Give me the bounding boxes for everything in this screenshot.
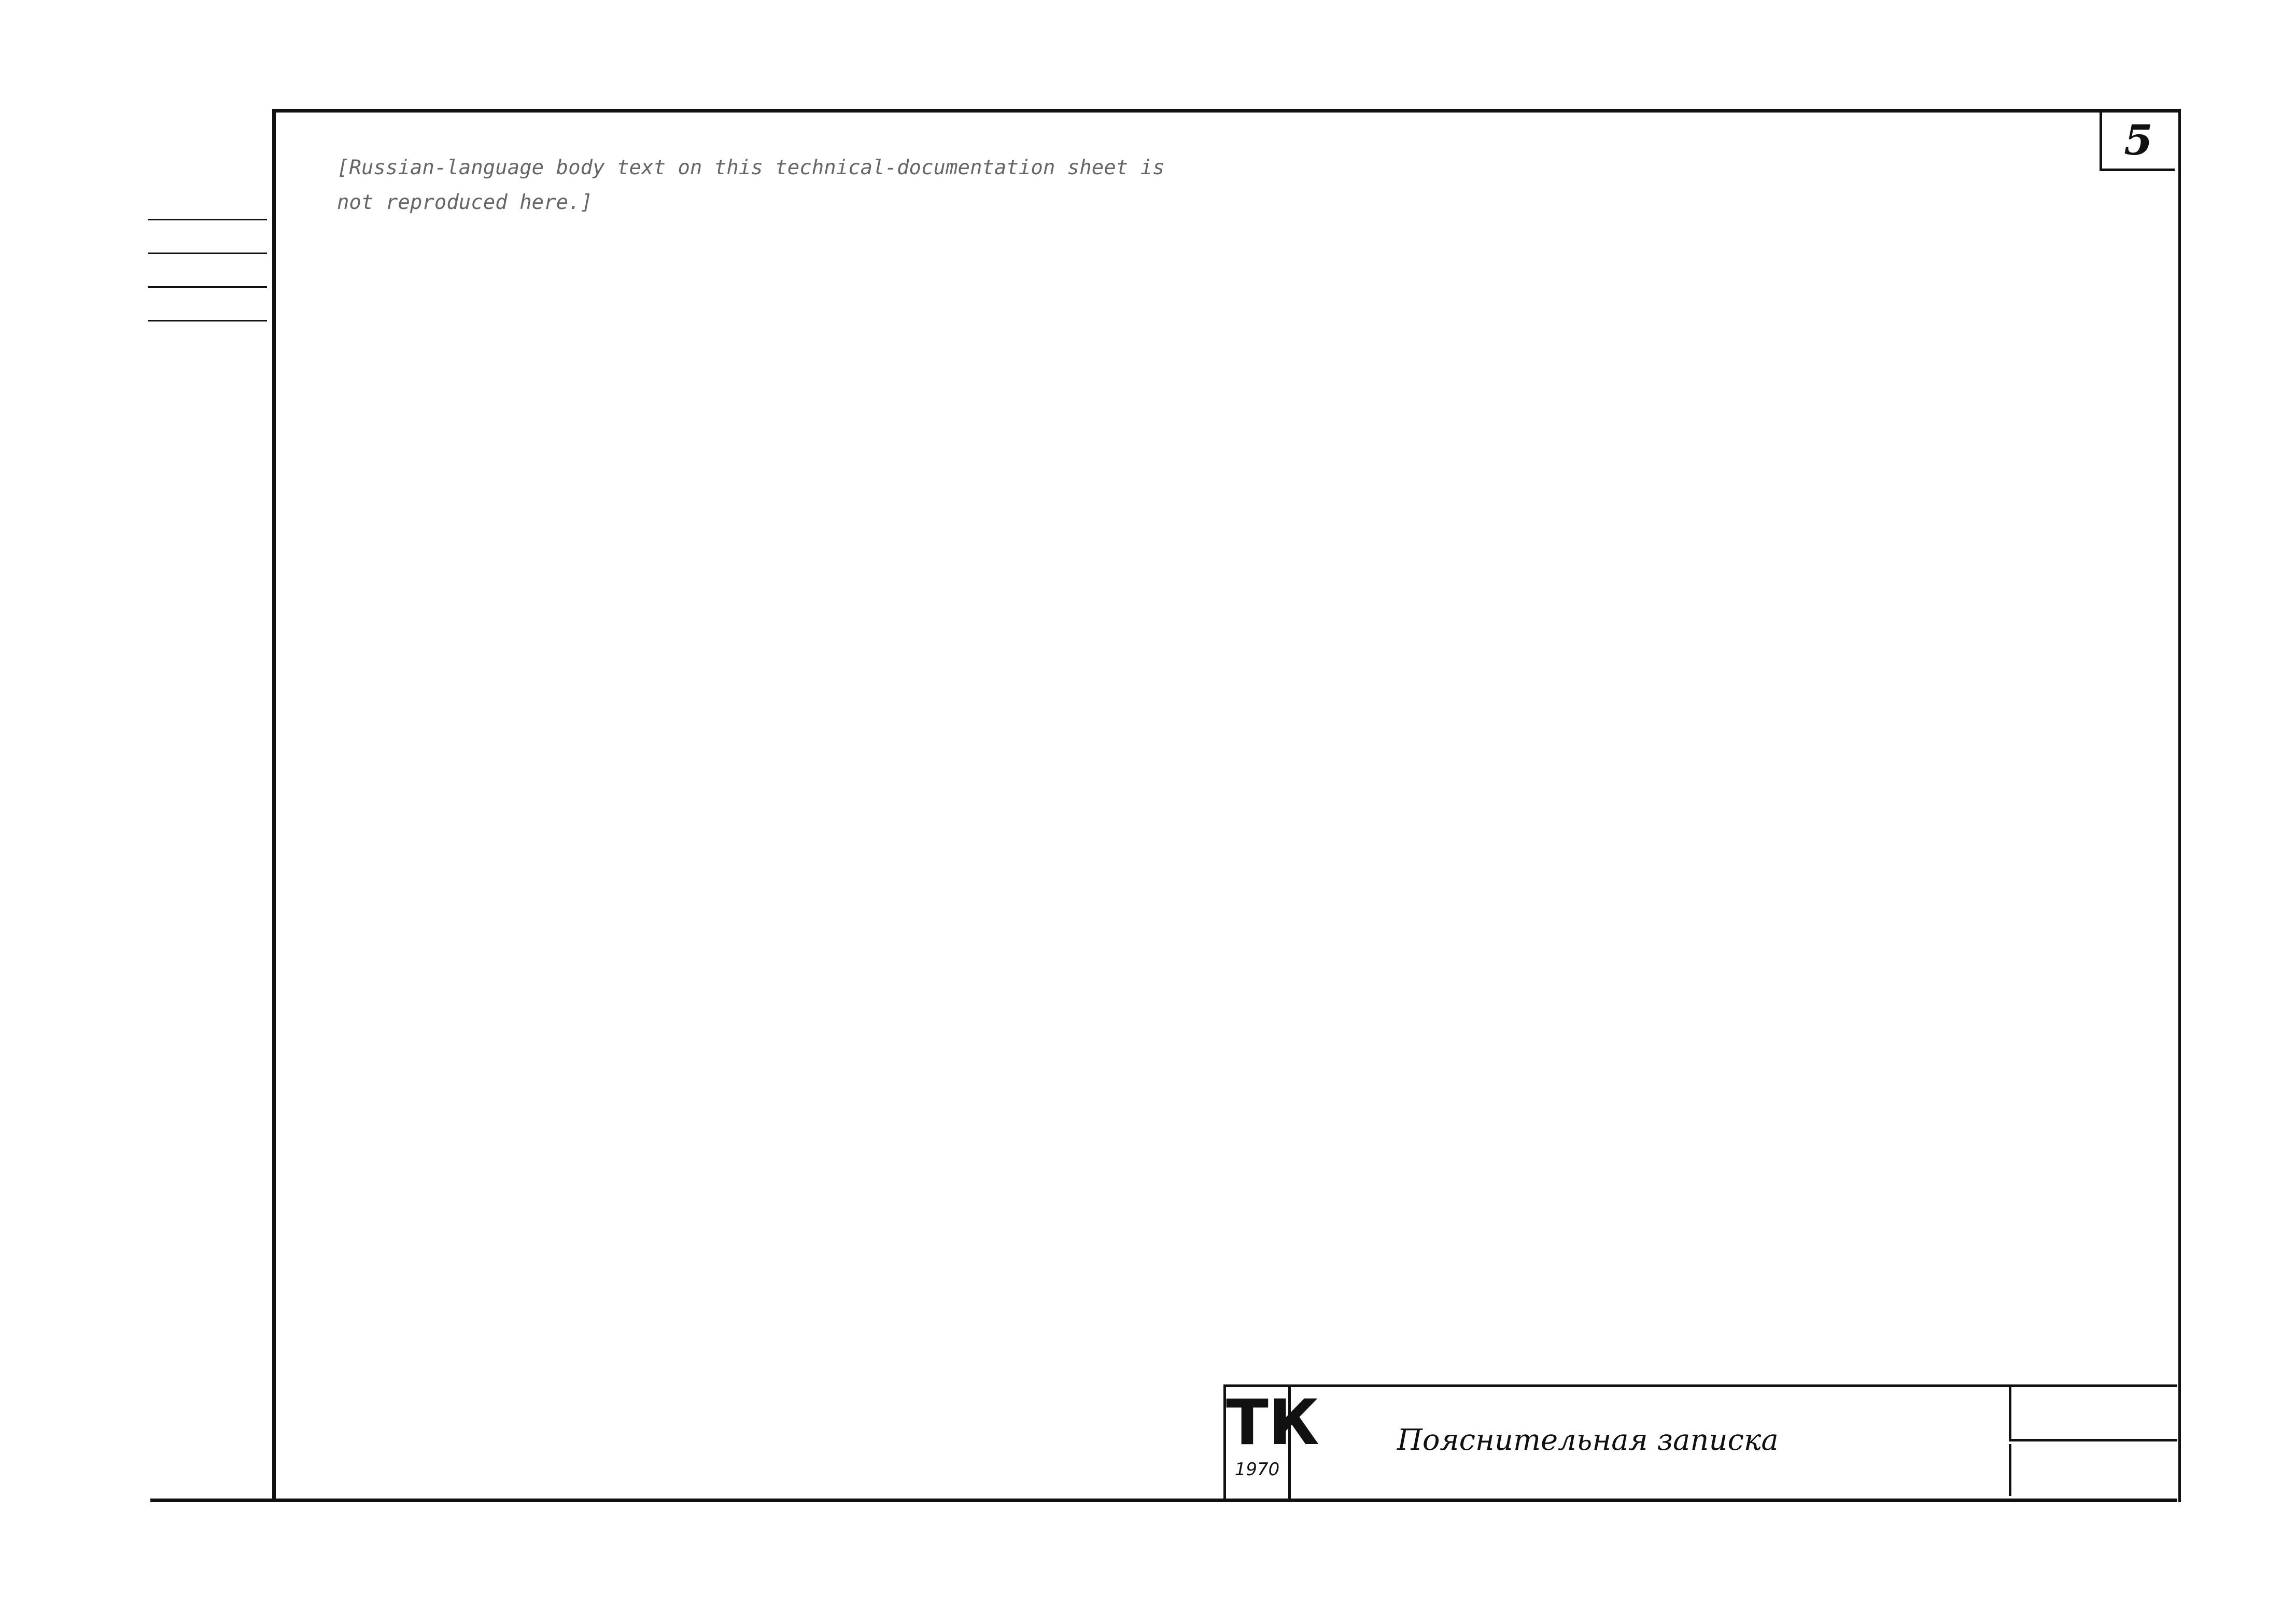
sheet-number: 5 — [2100, 111, 2175, 171]
stamp-cipher — [148, 187, 267, 220]
stamp-sheet-code — [148, 254, 267, 288]
tk-mark — [1226, 1387, 1319, 1501]
body-placeholder: [Russian-language body text on this technical-documentation sheet is not reproduced here.] — [337, 156, 1165, 214]
side-approval-block — [148, 716, 275, 1499]
title-block — [1223, 1384, 2177, 1501]
stamp-inventory — [148, 288, 267, 321]
body-column-left — [337, 150, 1192, 231]
tk-year: 1970 — [1234, 1459, 1280, 1480]
drawing-frame — [272, 109, 2181, 1502]
tk-letters: ТК — [1226, 1387, 1319, 1459]
sheet-label — [2009, 1444, 2177, 1496]
left-stamp — [148, 187, 267, 321]
document-code — [2009, 1387, 2177, 1441]
document-title: Пояснительная записка — [1397, 1423, 1779, 1457]
stamp-series — [148, 220, 267, 254]
